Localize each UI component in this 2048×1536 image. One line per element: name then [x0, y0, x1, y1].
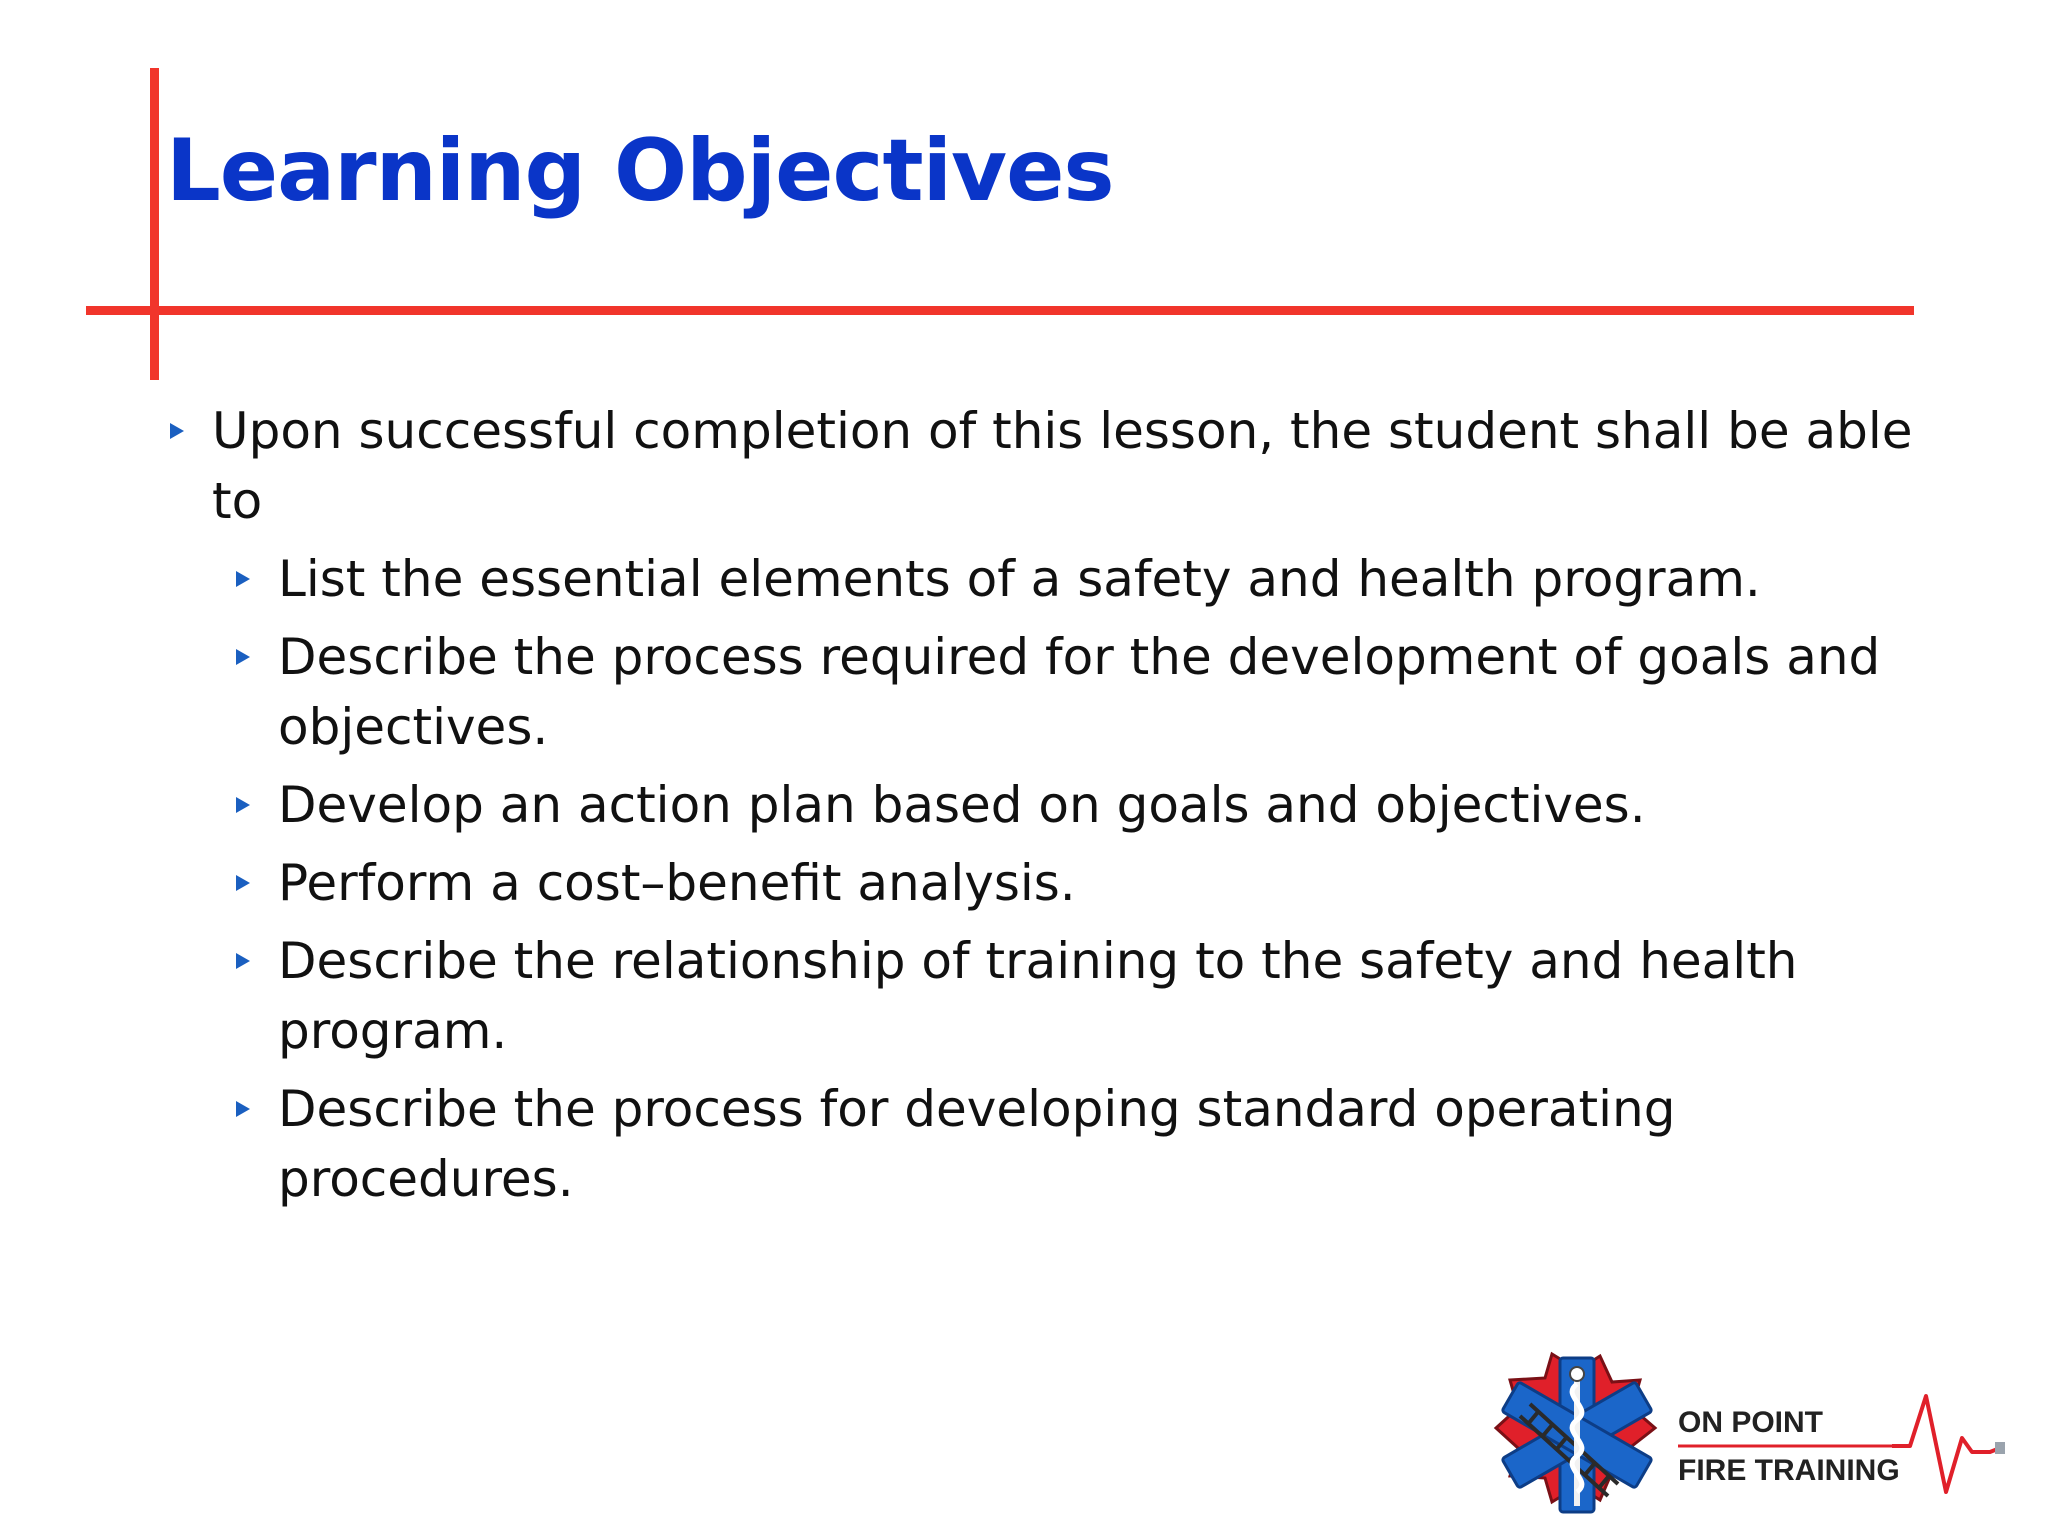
logo-line-1: ON POINT: [1678, 1406, 1824, 1439]
objective-item: [166, 1074, 1926, 1214]
intro-text: Upon successful completion of this lesson, the student shall be able to: [212, 402, 1913, 530]
objective-text: Describe the process for developing standard operating procedures.: [278, 1080, 1676, 1208]
objective-item: [166, 770, 1926, 840]
slide-title: Learning Objectives: [166, 121, 1114, 221]
objectives-list: [166, 396, 1926, 1222]
objective-text: Describe the relationship of training to the safety and health program.: [278, 932, 1798, 1060]
objective-item: [166, 544, 1926, 614]
objective-text: List the essential elements of a safety and health program.: [278, 550, 1761, 608]
bullet-arrow-icon: [170, 423, 184, 439]
vertical-accent-line: [150, 68, 159, 380]
objective-text: Describe the process required for the development of goals and objectives.: [278, 628, 1881, 756]
bullet-arrow-icon: [236, 953, 250, 969]
bullet-arrow-icon: [236, 571, 250, 587]
intro-bullet: [166, 396, 1926, 536]
on-point-fire-training-logo: [1490, 1350, 2010, 1530]
objective-item: [166, 926, 1926, 1066]
bullet-arrow-icon: [236, 1101, 250, 1117]
bullet-arrow-icon: [236, 797, 250, 813]
horizontal-accent-line: [86, 306, 1914, 315]
star-of-life-fire-maltese-cross-icon: [1496, 1354, 1655, 1512]
bullet-arrow-icon: [236, 875, 250, 891]
objective-item: [166, 848, 1926, 918]
heartbeat-line-icon: [1892, 1396, 2000, 1492]
objective-item: [166, 622, 1926, 762]
bullet-arrow-icon: [236, 649, 250, 665]
objective-text: Develop an action plan based on goals and objectives.: [278, 776, 1646, 834]
heartbeat-end-cap: [1995, 1442, 2005, 1454]
objective-text: Perform a cost–benefit analysis.: [278, 854, 1076, 912]
logo-line-2: FIRE TRAINING: [1678, 1454, 1900, 1487]
